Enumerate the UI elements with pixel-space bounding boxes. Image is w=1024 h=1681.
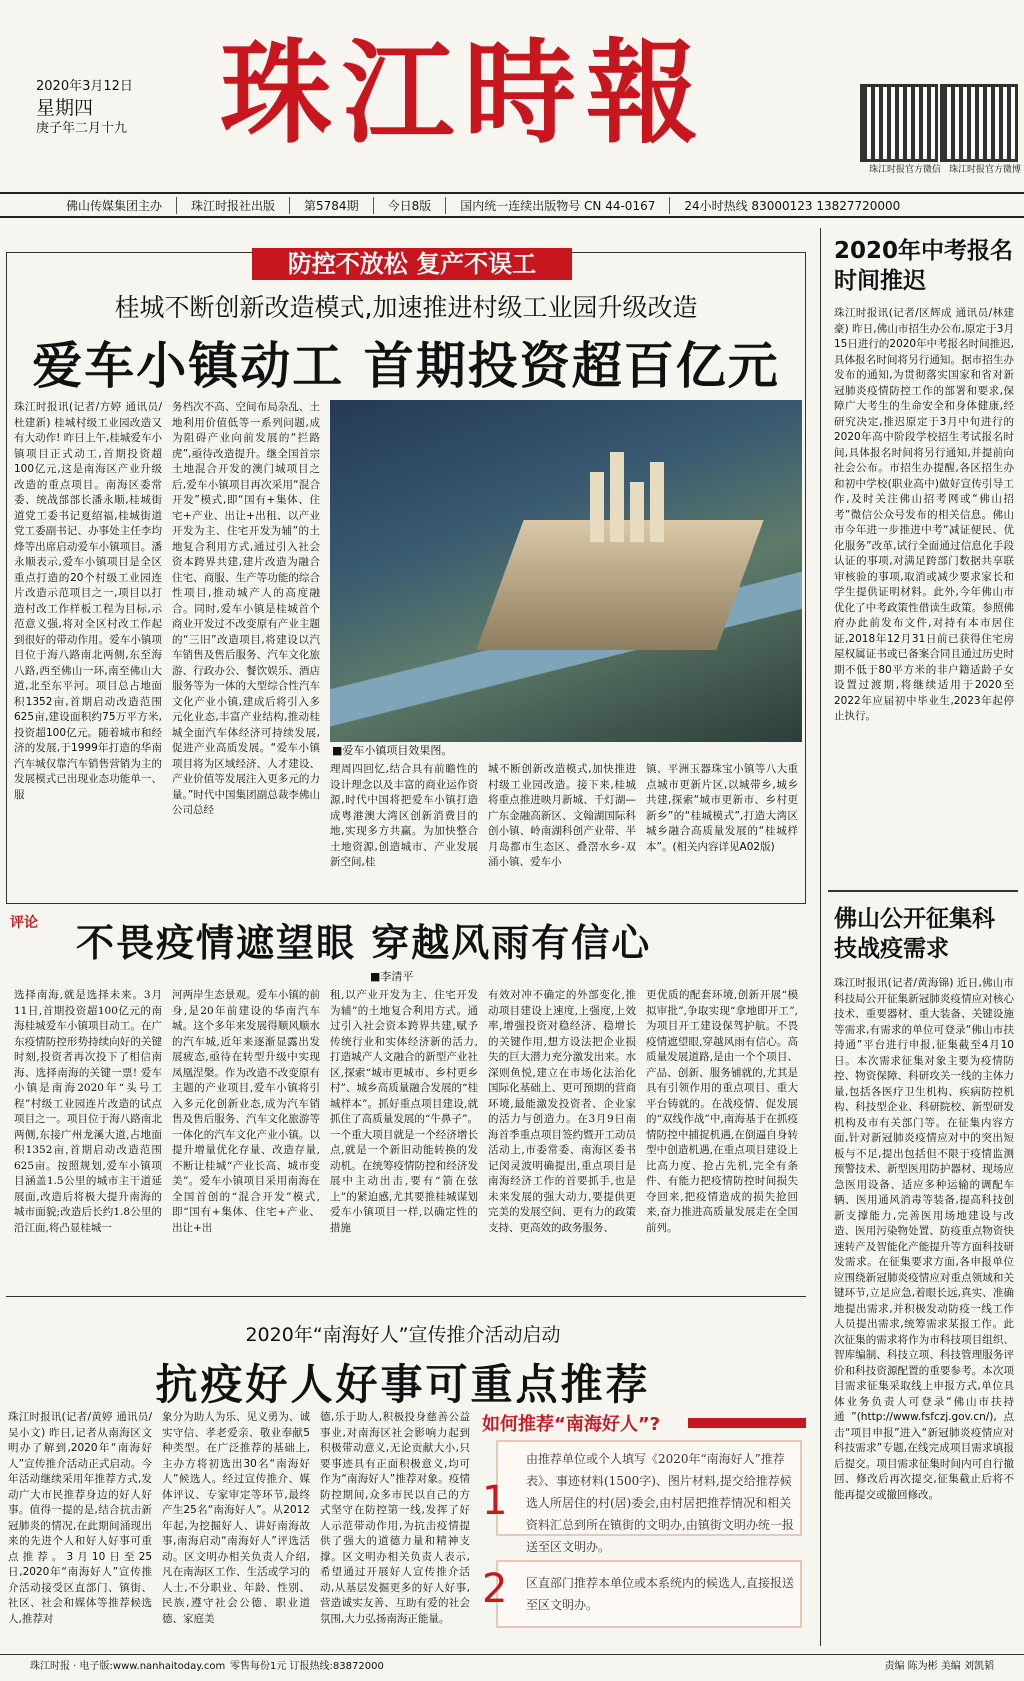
page-footer <box>0 1654 1024 1674</box>
editorial-column-3: 租,以产业开发为主、住宅开发为辅”的土地复合利用方式。通过引入社会资本跨界共建,赋予传统行业和实体经济新的活力,打造城产人文融合的新型产业社区,探索“城市更城市、乡村更乡村”、城乡高质量融合发展的“桂城样本”。抓好重点项目建设,就抓住了高质量发展的“牛鼻子”。一个重大项目就是一个经济增长点,就是一个新旧动能转换的发动机。在统筹疫情防控和经济发展中主动出击,要有“箭在弦上”的紧迫感,尤其要推桂城谋划爱车小镇项目一样,以确定性的措施 <box>330 989 478 1234</box>
qr-weibo[interactable] <box>940 84 1024 175</box>
qr-code-icon <box>940 84 1018 162</box>
editorial-column-5: 更优质的配套环境,创新开展“模拟审批”,争取实现“拿地即开工”,为项目开工建设保驾护航。不畏疫情遮望眼,穿越风雨有信心。高质量发展道路,是由一个个项目、产品、创新、服务铺就的,尤其是具有引领作用的重点项目、重大平台铸就的。在战疫情、促发展的“双线作战”中,南海基于在抓疫情防控中捕捉机遇,在倒逼自身转型中创造机遇,在重点项目建设上比高力度、抢占先机,完全有条件、有能力把疫情防控时间损失夺回来,把疫情造成的损失抢回来,奋力推进高质量发展走在全国前列。 <box>646 989 798 1234</box>
lead-column-2: 务档次不高、空间布局杂乱、土地利用价值低等一系列问题,成为阻碍产业向前发展的“拦路虎”,亟待改造提升。继全国首宗土地混合开发的澳门城项目之后,爱车小镇项目再次采用“混合开发”模式,即“国有+集体、住宅+产业、出让+出租、以产业开发为主、住宅开发为辅”的土地复合利用方式,通过引入社会资本跨界共建,建片改造为融合住宅、商服、生产等功能的综合性项目,推动城产人的高度融合。同时,爱车小镇是桂城首个商业开发过不改变原有产业主题的“三旧”改造项目,将建设以汽车销售及售后服务、汽车文化旅游、行政办公、餐饮娱乐、酒店服务等为一体的大型综合性汽车文化产业小镇,建成后将引入多元化业态,丰富产业结构,推动桂城全面汽车体经济可持续发展,促进产业高质发展。“爱车小镇项目将为区域经济、人才建设、产业价值等发展注入更多元的力量。”时代中国集团副总裁李佛山公司总经 <box>172 401 320 816</box>
step2-number: 2 <box>482 1566 508 1612</box>
info-hotline: 24小时热线 83000123 13827720000 <box>684 198 901 213</box>
info-publisher: 珠江时报社出版 <box>177 197 290 214</box>
sidebar-rule <box>828 890 1018 892</box>
step1-text: 由推荐单位或个人填写《2020年“南海好人”推荐表》、事迹材料(1500字)、图片材料,提交给推荐候选人所居住的村(居)委会,由村居把推荐情况和相关资料汇总到所在镇街的文明办,由镇街文明办统一报送至区文明办。 <box>526 1452 794 1554</box>
qr-weibo-caption: 珠江时报官方微博 <box>948 165 1021 175</box>
info-issue: 第5784期 <box>290 197 374 214</box>
lead-column-4: 城不断创新改造模式,加快推进村级工业园改造。接下来,桂城将重点推进映月新城、千灯湖—广东金融高新区、文翰湖国际科创小镇、岭南湖科创产业带、半月岛都市生态区、叠滘水乡-双涌小镇、爱车小 <box>488 763 636 868</box>
lead-photo-caption: ■爱车小镇项目效果图。 <box>332 744 453 757</box>
editorial-rule <box>6 1296 806 1297</box>
step1-number: 1 <box>482 1478 508 1524</box>
info-pages: 今日8版 <box>374 197 447 214</box>
editorial-column-1: 选择南海,就是选择未来。3月11日,首期投资超100亿元的南海桂城爱车小镇项目动工。在广东疫情防控形势持续向好的关键时刻,投资者再次投下了相信南海、选择南海的关键一票! 爱车小镇是南海2020年“头号工程”村级工业园连片改造的试点项目之一。项目位于海八路南北两侧,东接广州龙溪大道,占地面积1352亩,首期启动改造范围625亩。按照规划,爱车小镇项目涵盖1.5公里的城市主干道延展面,改造后将极大提升南海的城市面貌;改造后长约1.8公里的沿江面,将凸显桂城一 <box>14 989 162 1234</box>
lead-column-1: 珠江时报讯(记者/方婷 通讯员/杜建新) 桂城村级工业园改造又有大动作! 昨日上午,桂城爱车小镇项目正式动工,首期投资超100亿元,这是南海区产业升级改造的重点项目。南海区委常委、统战部部长潘永顺,桂城街道党工委书记夏绍福,桂城街道党工委副书记、办事处主任李均烽等出席启动爱车小镇项目。潘永顺表示,爱车小镇项目是全区重点打造的20个村级工业园连片改造示范项目之一,项目以打造村改工作样板工程为目标,示范意义强,将对全区村改工作起到很好的带动作用。爱车小镇项目位于海八路南北两侧,东至海八路,西至佛山一环,南至佛山大道,北至东平河。项目总占地面积1352亩,首期启动改造范围625亩,建设面积约75万平方米,投资超100亿元。随着城市和经济的发展,于1999年打造的华南汽车城仅靠汽车销售营销为主的发展模式已出现业态功能单一、服 <box>14 401 162 801</box>
bottom-column-1: 珠江时报讯(记者/黄婷 通讯员/吴小文) 昨日,记者从南海区文明办了解到,2020年“南海好人”宣传推介活动正式启动。今年活动继续采用年推荐方式,发动广大市民推荐身边的好人好事。值得一提的是,结合抗击新冠肺炎的情况,在此期间涌现出来的先进个人和好人好事可重点推荐。3月10日至25日,2020年“南海好人”宣传推介活动接受区直部门、镇街、社区、社会和媒体等推荐候选人,推荐对 <box>8 1411 152 1625</box>
lead-column-5: 镇、平洲玉器珠宝小镇等八大重点城市更新片区,以城带乡,城乡共建,探索“城市更新市、乡村更新乡”的“桂城模式”,打造大湾区城乡融合高质量发展的“桂城样本”。(相关内容详见A02版) <box>646 763 798 853</box>
qr-code-icon <box>860 84 938 162</box>
side1-body: 珠江时报讯(记者/区辉成 通讯员/林建豪) 昨日,佛山市招生办公布,原定于3月15日进行的2020年中考报名时间推迟,具体报名时间将另行通知。据市招生办发布的通知,为贯彻落实国家和省对新冠肺炎疫情防控工作的部署和要求,保障广大考生的生命安全和身体健康,经研究决定,推迟原定于3月中旬进行的2020年高中阶段学校招生考试报名时间,具体报名时间将另行通知,并提前向社会公布。市招生办提醒,各区招生办和初中学校(职业高中)做好宣传引导工作,及时关注佛山招考网或“佛山招考”微信公众号发布的相关信息。佛山市今年进一步推进中考“减证便民、优化服务”改革,试行全面通过信息化手段认证的事项,对满足跨部门数据共享联审核验的事项,取消或减少要求家长和学生提供证明材料。此外,今年佛山市优化了中考政策性借读生政策。参照佛府办此前发布文件,对持有本市居住证,2018年12月31日前已获得住宅房屋权属证书或已备案合同且通过历史时期不低于80平方米的非户籍适龄子女设置过渡期,将继续适用于2020至2022年应届初中毕业生,2023年起停止执行。 <box>834 307 1014 722</box>
step2-text: 区直部门推荐本单位或本系统内的候选人,直接报送至区文明办。 <box>526 1576 794 1612</box>
qr-wechat-caption: 珠江时报官方微信 <box>868 165 941 175</box>
editorial-tag: 评论 <box>10 915 38 931</box>
editorial-column-4: 有效对冲不确定的外部变化,推动项目建设上速度,上强度,上效率,增强投资对稳经济、稳增长的关键作用,想方设法把企业损失的巨大潜力充分激发出来。水深则鱼悦,建立在市场化法治化国际化基础上、更可预期的营商环境,最能激发投资者、企业家的活力与创造力。在3月9日南海首季重点项目签约暨开工动员活动上,市委常委、南海区委书记闵灵波明确提出,重点项目是南海经济工作的首要抓手,也是未来发展的强大动力,要提供更完美的发展空间、更有力的政策支持、更高效的政务服务、 <box>488 989 636 1234</box>
bottom-column-2: 象分为助人为乐、见义勇为、诚实守信、孝老爱亲、敬业奉献5种类型。在广泛推荐的基础上,主办方将初选出30名“南海好人”候选人。经过宣传推介、媒体评议、专家审定等环节,最终产生25名“南海好人”。从2012年起,为挖掘好人、讲好南海故事,南海启动“南海好人”评选活动。区文明办相关负责人介绍,凡在南海区工作、生活或学习的人士,不分职业、年龄、性别、民族,遵守社会公德、职业道德、家庭美 <box>162 1411 310 1625</box>
info-group: 佛山传媒集团主办 <box>0 197 177 214</box>
sidebar-divider <box>820 228 821 1646</box>
lunar-date: 庚子年二月十九 <box>36 121 128 136</box>
bottom-headline[interactable]: 抗疫好人好事可重点推荐 <box>155 1360 651 1409</box>
issue-weekday: 星期四 <box>36 97 94 119</box>
editorial-title[interactable]: 不畏疫情遮望眼 穿越风雨有信心 <box>76 921 652 965</box>
lead-subhead[interactable]: 桂城不断创新改造模式,加速推进村级工业园升级改造 <box>114 293 698 322</box>
footer-editors: 责编 陈为彬 美编 刘凯韬 <box>884 1661 994 1672</box>
masthead-logo: 珠江時報 <box>220 28 708 159</box>
info-bar <box>0 192 1024 218</box>
footer-site[interactable]: 珠江时报 · 电子版:www.nanhaitoday.com <box>30 1661 226 1672</box>
lead-headline[interactable]: 爱车小镇动工 首期投资超百亿元 <box>32 337 780 395</box>
footer-price: 零售每份1元 订报热线:83872000 <box>230 1661 384 1672</box>
lead-column-3: 理周四回忆,结合具有前瞻性的设计理念以及丰富的商业运作资源,时代中国将把爱车小镇打造成粤港澳大湾区创新消费目的地,实现多方共赢。为加快整合土地资源,创造城市、产业发展新空间,桂 <box>330 763 478 868</box>
issue-date-block <box>36 78 133 138</box>
info-cn: 国内统一连续出版物号 CN 44-0167 <box>446 197 670 214</box>
howto-title: 如何推荐“南海好人”? <box>482 1414 661 1435</box>
howto-bar <box>688 1418 806 1428</box>
side2-body: 珠江时报讯(记者/黄海锦) 近日,佛山市科技局公开征集新冠肺炎疫情应对核心技术、重要器材、重大装备、关键设施等需求,有需求的单位可登录“佛山市扶持通”平台进行申报,征集截至4月10日。本次需求征集对象主要为疫情防控、物资保障、科研攻关一线的主体力量,包括各医疗卫生机构、疾病防控机构、科技型企业、科研院校、新型研发机构及市有关部门等。在征集内容方面,针对新冠肺炎疫情应对中的突出短板与不足,提出包括但不限于疫情监测预警技术、新型医用防护器材、现场应急医用设备、适应多种运输的调配车辆、医用通风消毒等装备,提高科技创新支撑能力,完善医用场地建设与改造、医用污染物处置、防疫重点物资快速转产及智能化产能提升等方面科技研发需求。在征集要求方面,各申报单位应围绕新冠肺炎疫情应对重点领域和关键环节,立足应急,着眼长远,真实、准确地提出需求,并积极发动防疫一线工作人员提出需求,统筹需求某报工作。此次征集的需求将作为市科技项目组织、智库编制、科技立项、科技管理服务评价和科技资源配置的重要参考。本次项目需求征集采取线上申报方式,单位具体业务负责人可登录“佛山市扶持通”(http://www.fsfczj.gov.cn/),点击“项目申报”进入“新冠肺炎疫情应对科技需求”专题,在线完成项目需求填报后提交。项目需求征集时间内可自行撤回、修改后再次提交,征集截止后将不能再提交或撤回修改。 <box>834 977 1014 1501</box>
side2-title[interactable]: 佛山公开征集科技战疫需求 <box>834 906 995 962</box>
lead-kicker: 防控不放松 复产不误工 <box>252 248 572 280</box>
bottom-column-3: 德,乐于助人,积极投身慈善公益事业,对南海区社会影响力起到积极带动意义,无论贡献大小,只要事迹具有正面积极意义,均可作为“南海好人”推荐对象。疫情防控期间,众多市民以自己的方式坚守在防控第一线,发挥了好人示范带动作用,为抗击疫情提供了强大的道德力量和精神支撑。区文明办相关负责人表示,希望通过开展好人宣传推介活动,从基层发掘更多的好人好事,营造诚实友善、互助有爱的社会氛围,大力弘扬南海正能量。 <box>320 1411 470 1625</box>
issue-date: 2020年3月12日 <box>36 79 133 94</box>
lead-photo[interactable] <box>330 400 802 742</box>
bottom-subhead: 2020年“南海好人”宣传推介活动启动 <box>245 1324 561 1346</box>
side1-title[interactable]: 2020年中考报名时间推迟 <box>834 238 1014 294</box>
qr-wechat[interactable] <box>860 84 950 175</box>
editorial-column-2: 河两岸生态景观。爱车小镇的前身,是20年前建设的华南汽车城。这个多年来发展得顺风顺水的汽车城,近年来逐渐显露出发展疲态,亟待在转型升级中实现凤凰涅槃。作为改造不改变原有主题的产业项目,爱车小镇将引入多元化创新业态,成为汽车销售及售后服务、汽车文化旅游等一体化的汽车文化产业小镇。以提升增量优化存量、改造存量,不断让桂城“产业长高、城市变美”。爱车小镇项目采用南海在全国首创的“混合开发”模式,即“国有+集体、住宅+产业、出让+出 <box>172 989 320 1234</box>
editorial-byline: ■李清平 <box>370 970 414 983</box>
